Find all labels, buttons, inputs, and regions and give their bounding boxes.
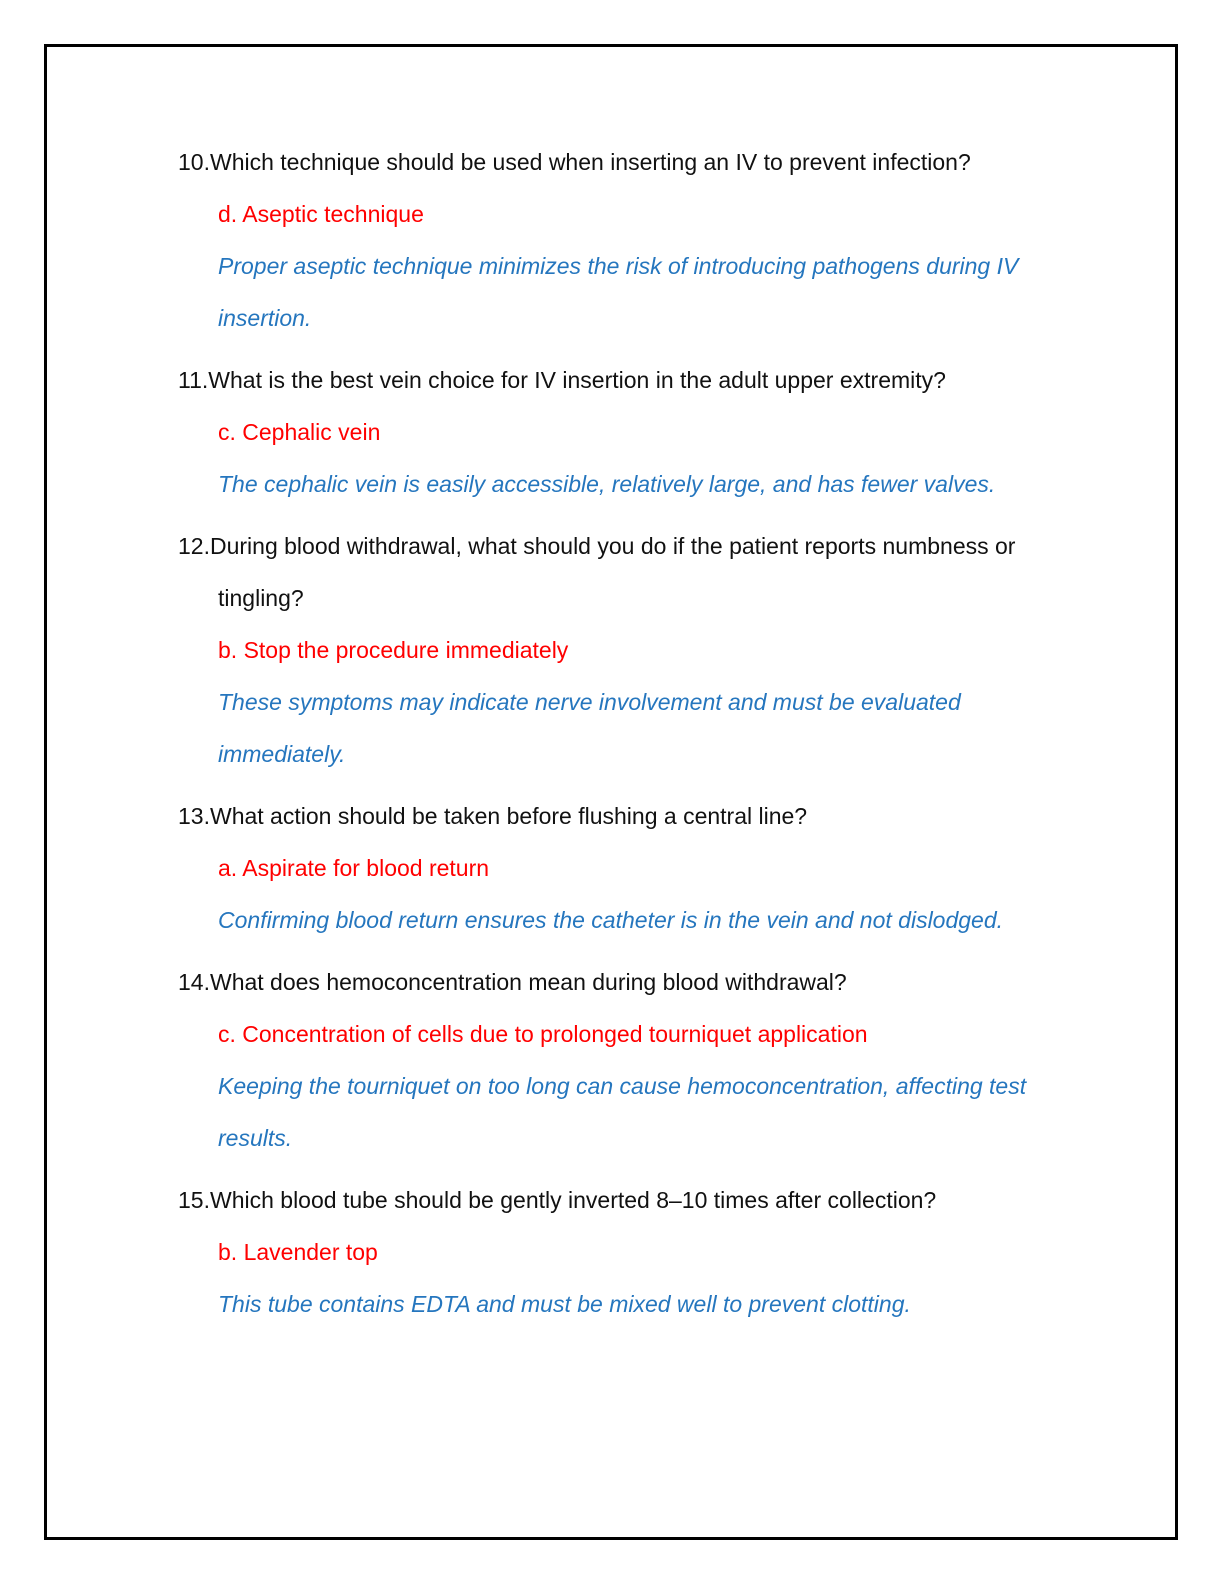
question-text (178, 790, 1083, 842)
question-text (178, 520, 1083, 624)
question-label: Which technique should be used when inserting an IV to prevent infection? (209, 149, 971, 175)
question-number: 14. (178, 969, 210, 995)
question-block-15 (178, 1174, 1083, 1330)
explanation-text: Proper aseptic technique minimizes the risk of introducing pathogens during IV insertion. (218, 253, 1019, 331)
answer-text: b. Stop the procedure immediately (218, 637, 569, 663)
question-label: What is the best vein choice for IV insertion in the adult upper extremity? (208, 367, 946, 393)
question-text (178, 136, 1083, 188)
question-label: During blood withdrawal, what should you do if the patient reports numbness or tingling? (209, 533, 1016, 611)
question-block-13 (178, 790, 1083, 946)
document-content (178, 136, 1083, 1340)
question-block-11 (178, 354, 1083, 510)
answer-text: a. Aspirate for blood return (218, 855, 490, 881)
answer-text: b. Lavender top (218, 1239, 378, 1265)
answer-text: c. Cephalic vein (218, 419, 381, 445)
question-number: 12. (178, 533, 210, 559)
question-number: 10. (178, 149, 210, 175)
question-block-12 (178, 520, 1083, 780)
question-label: What action should be taken before flushing a central line? (209, 803, 808, 829)
explanation-text: Keeping the tourniquet on too long can cause hemoconcentration, affecting test results. (218, 1073, 1027, 1151)
question-text (178, 1174, 1083, 1226)
answer-text: c. Concentration of cells due to prolonged tourniquet application (218, 1021, 868, 1047)
question-number: 11. (178, 367, 209, 393)
explanation-text: The cephalic vein is easily accessible, relatively large, and has fewer valves. (218, 471, 996, 497)
question-label: Which blood tube should be gently inverted 8–10 times after collection? (209, 1187, 937, 1213)
question-text (178, 956, 1083, 1008)
question-block-14 (178, 956, 1083, 1164)
answer-text: d. Aseptic technique (218, 201, 424, 227)
question-number: 13. (178, 803, 210, 829)
explanation-text: These symptoms may indicate nerve involvement and must be evaluated immediately. (218, 689, 961, 767)
question-label: What does hemoconcentration mean during blood withdrawal? (209, 969, 847, 995)
question-number: 15. (178, 1187, 210, 1213)
question-text (178, 354, 1083, 406)
explanation-text: Confirming blood return ensures the catheter is in the vein and not dislodged. (218, 907, 1004, 933)
explanation-text: This tube contains EDTA and must be mixed well to prevent clotting. (218, 1291, 911, 1317)
question-block-10 (178, 136, 1083, 344)
